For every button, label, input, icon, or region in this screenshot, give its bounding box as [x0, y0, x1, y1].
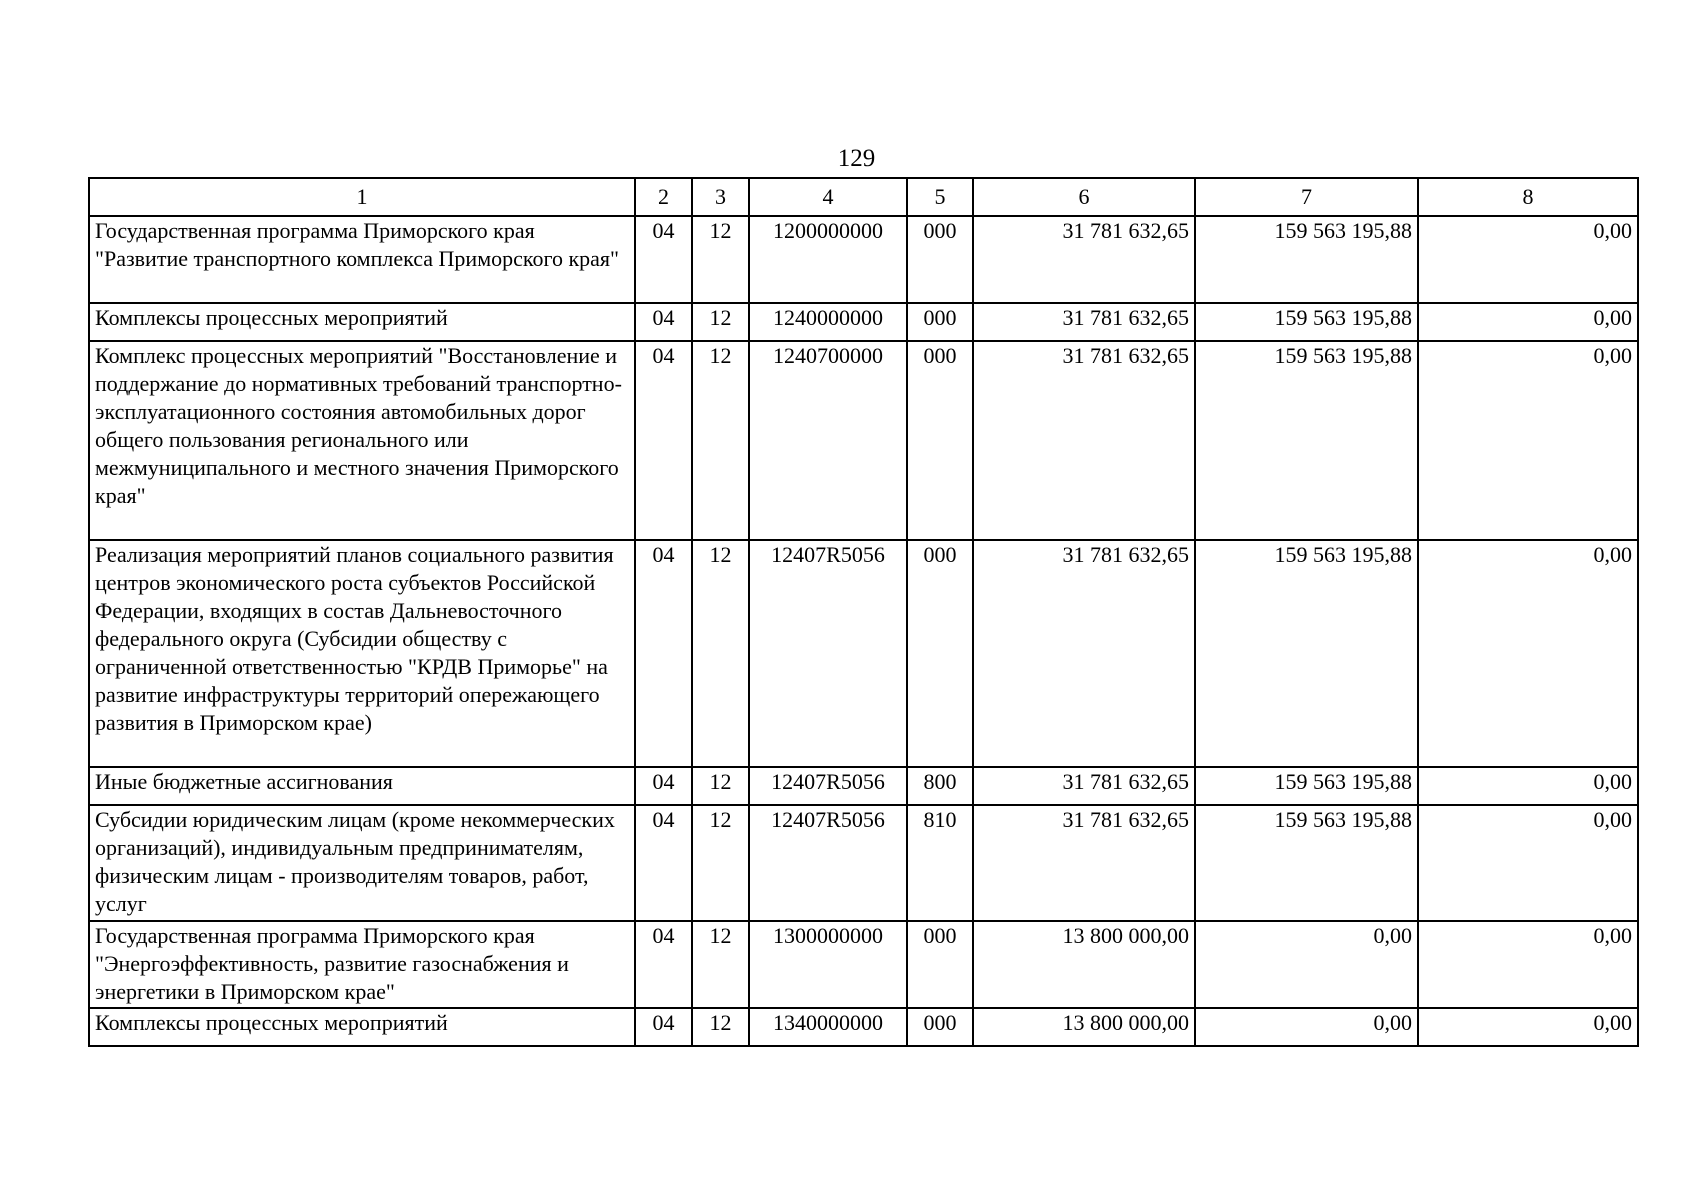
row-code-3: 12 [692, 303, 749, 341]
row-code-2: 04 [635, 341, 692, 540]
table-row [89, 540, 1638, 767]
row-code-3: 12 [692, 540, 749, 767]
row-name: Реализация мероприятий планов социального развития центров экономического роста субъектов Российской Федерации, входящих в состав Дальневосточного федерального округа (Субсидии обществу с ограниченной ответственностью "КРДВ Приморье" на развитие инфраструктуры территорий опережающего развития в Приморском крае) [89, 540, 635, 767]
row-code-2: 04 [635, 540, 692, 767]
row-amount-7: 159 563 195,88 [1195, 767, 1418, 805]
row-name: Иные бюджетные ассигнования [89, 767, 635, 805]
header-row [89, 178, 1638, 216]
row-amount-8: 0,00 [1418, 341, 1638, 540]
row-code-5: 000 [907, 540, 973, 767]
row-amount-8: 0,00 [1418, 921, 1638, 1008]
row-amount-8: 0,00 [1418, 805, 1638, 921]
row-amount-6: 13 800 000,00 [973, 921, 1195, 1008]
column-header-5: 5 [907, 178, 973, 216]
row-code-4: 1340000000 [749, 1008, 907, 1046]
column-header-4: 4 [749, 178, 907, 216]
table-row [89, 767, 1638, 805]
budget-table [88, 177, 1639, 1047]
row-amount-7: 159 563 195,88 [1195, 540, 1418, 767]
row-amount-7: 159 563 195,88 [1195, 805, 1418, 921]
table-row [89, 805, 1638, 921]
row-amount-7: 0,00 [1195, 1008, 1418, 1046]
row-amount-6: 31 781 632,65 [973, 540, 1195, 767]
column-header-1: 1 [89, 178, 635, 216]
row-code-5: 800 [907, 767, 973, 805]
row-amount-6: 31 781 632,65 [973, 303, 1195, 341]
row-amount-7: 159 563 195,88 [1195, 303, 1418, 341]
row-code-2: 04 [635, 921, 692, 1008]
table-row [89, 303, 1638, 341]
column-header-6: 6 [973, 178, 1195, 216]
row-code-3: 12 [692, 805, 749, 921]
row-code-4: 1240000000 [749, 303, 907, 341]
row-code-2: 04 [635, 303, 692, 341]
row-amount-7: 159 563 195,88 [1195, 216, 1418, 303]
row-name: Комплексы процессных мероприятий [89, 303, 635, 341]
row-code-3: 12 [692, 767, 749, 805]
row-code-3: 12 [692, 341, 749, 540]
row-amount-8: 0,00 [1418, 540, 1638, 767]
row-code-3: 12 [692, 1008, 749, 1046]
page-number: 129 [837, 145, 876, 172]
table-row [89, 921, 1638, 1008]
row-amount-6: 13 800 000,00 [973, 1008, 1195, 1046]
row-amount-7: 159 563 195,88 [1195, 341, 1418, 540]
row-code-2: 04 [635, 805, 692, 921]
row-code-5: 000 [907, 303, 973, 341]
row-code-3: 12 [692, 921, 749, 1008]
column-header-7: 7 [1195, 178, 1418, 216]
row-amount-8: 0,00 [1418, 1008, 1638, 1046]
row-amount-6: 31 781 632,65 [973, 341, 1195, 540]
row-amount-6: 31 781 632,65 [973, 216, 1195, 303]
row-code-4: 12407R5056 [749, 805, 907, 921]
row-amount-7: 0,00 [1195, 921, 1418, 1008]
row-code-4: 12407R5056 [749, 540, 907, 767]
row-code-2: 04 [635, 767, 692, 805]
row-code-2: 04 [635, 216, 692, 303]
row-name: Комплексы процессных мероприятий [89, 1008, 635, 1046]
row-name: Субсидии юридическим лицам (кроме некоммерческих организаций), индивидуальным предпринимателям, физическим лицам - производителям товаров, работ, услуг [89, 805, 635, 921]
row-code-3: 12 [692, 216, 749, 303]
row-amount-8: 0,00 [1418, 767, 1638, 805]
column-header-8: 8 [1418, 178, 1638, 216]
row-code-4: 12407R5056 [749, 767, 907, 805]
row-code-4: 1200000000 [749, 216, 907, 303]
row-amount-6: 31 781 632,65 [973, 767, 1195, 805]
row-code-2: 04 [635, 1008, 692, 1046]
row-code-5: 000 [907, 341, 973, 540]
row-name: Государственная программа Приморского края "Развитие транспортного комплекса Приморского края" [89, 216, 635, 303]
table-row [89, 216, 1638, 303]
row-amount-8: 0,00 [1418, 216, 1638, 303]
column-header-3: 3 [692, 178, 749, 216]
row-code-5: 000 [907, 1008, 973, 1046]
row-code-4: 1240700000 [749, 341, 907, 540]
column-header-2: 2 [635, 178, 692, 216]
row-code-5: 000 [907, 921, 973, 1008]
row-name: Комплекс процессных мероприятий "Восстановление и поддержание до нормативных требований транспортно-эксплуатационного состояния автомобильных дорог общего пользования регионального или межмуниципального и местного значения Приморского края" [89, 341, 635, 540]
table-row [89, 1008, 1638, 1046]
row-name: Государственная программа Приморского края "Энергоэффективность, развитие газоснабжения и энергетики в Приморском крае" [89, 921, 635, 1008]
row-code-5: 810 [907, 805, 973, 921]
row-code-5: 000 [907, 216, 973, 303]
table-row [89, 341, 1638, 540]
row-code-4: 1300000000 [749, 921, 907, 1008]
row-amount-8: 0,00 [1418, 303, 1638, 341]
row-amount-6: 31 781 632,65 [973, 805, 1195, 921]
